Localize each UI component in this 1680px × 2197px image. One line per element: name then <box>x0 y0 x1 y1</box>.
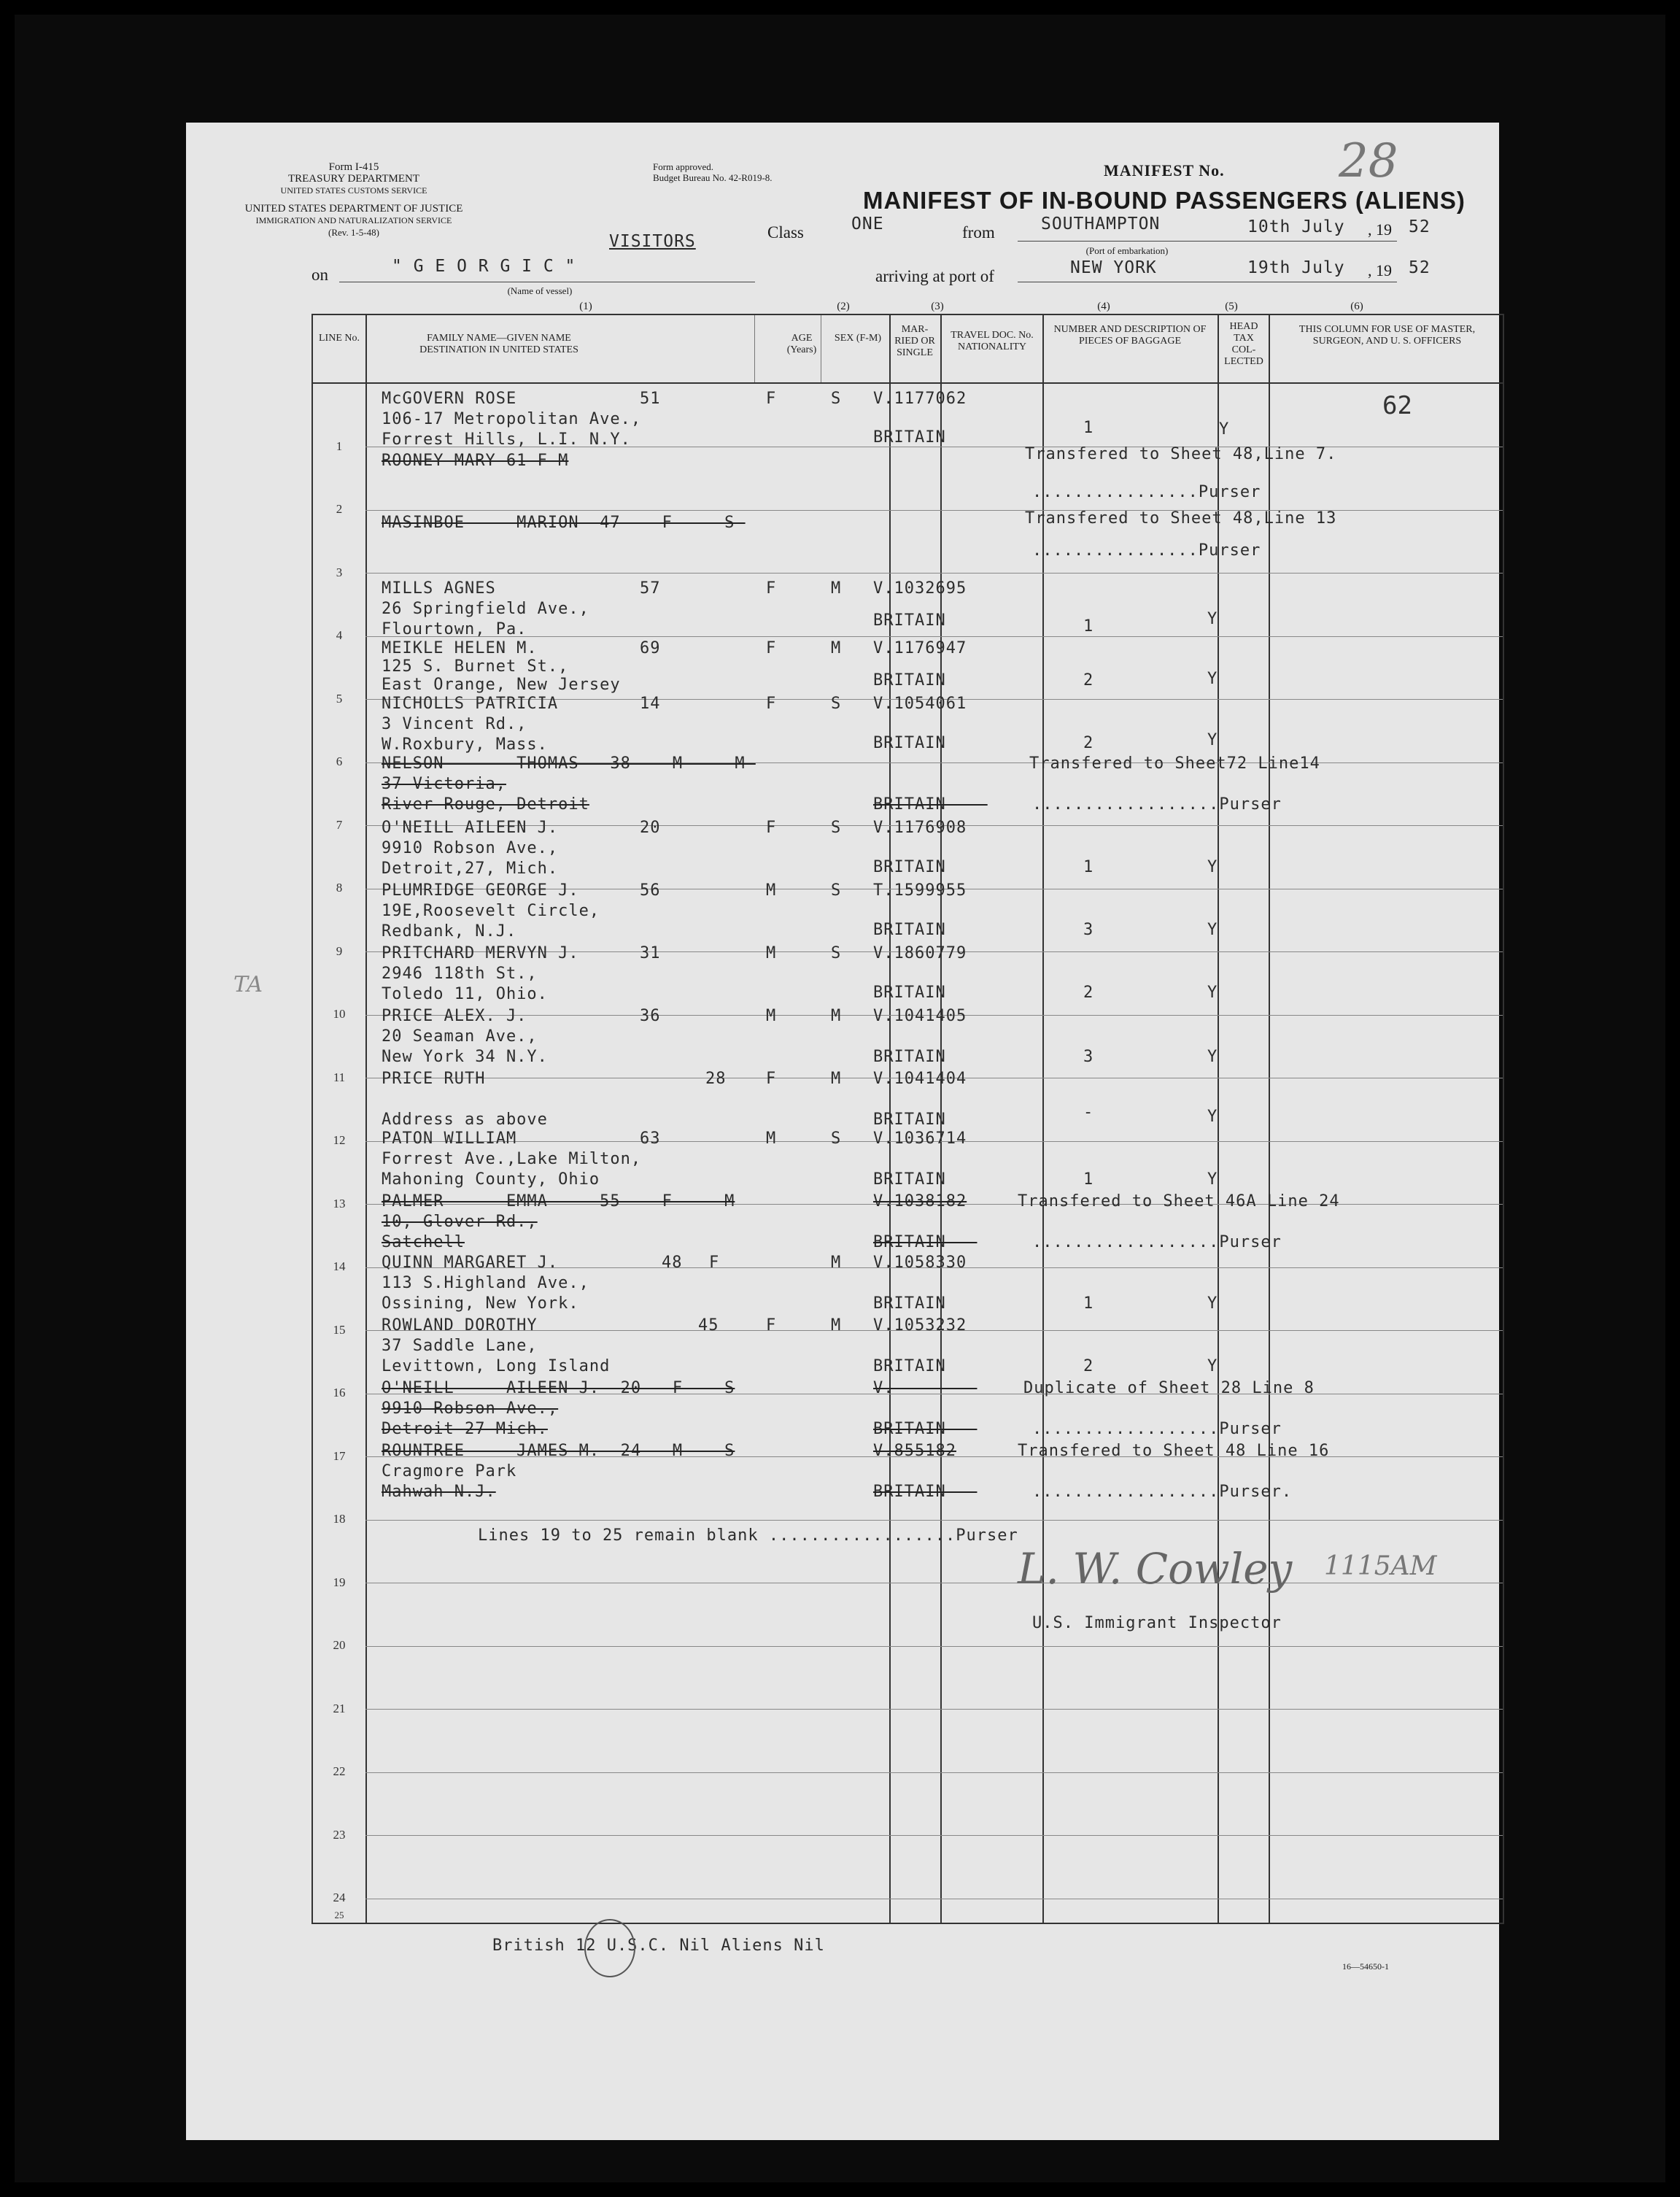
entry-age: 63 <box>640 1130 661 1148</box>
entry-name: MEIKLE HELEN M. <box>382 639 538 657</box>
entry-baggage: 1 <box>1083 1294 1094 1313</box>
entry-sex: F <box>766 1316 777 1335</box>
entry-city: Toledo 11, Ohio. <box>382 985 548 1003</box>
entry-name: NICHOLLS PATRICIA <box>382 695 559 713</box>
entry-marital: S <box>831 881 842 900</box>
entry-sex: M <box>766 881 777 900</box>
manifest-no-label: MANIFEST No. <box>1104 161 1225 179</box>
col-header-name: FAMILY NAME—GIVEN NAME DESTINATION IN UNITED STATES <box>419 333 578 355</box>
form-number: Form I-415 <box>328 161 379 173</box>
col-header-head-tax: HEAD TAX COL-LECTED <box>1224 321 1263 367</box>
entry-sex: F <box>766 1070 777 1088</box>
entry-nationality: BRITAIN <box>873 1294 946 1313</box>
entry-marital: M <box>831 579 842 598</box>
manifest-number: 28 <box>1339 134 1398 188</box>
entry-name: PRITCHARD MERVYN J. <box>382 944 579 962</box>
embark-year: 52 <box>1409 217 1431 236</box>
entry-sex: F <box>766 579 777 598</box>
entry-baggage: 2 <box>1083 1357 1094 1375</box>
entry-marital: S <box>831 695 842 713</box>
column-rule <box>365 315 367 1923</box>
entry-city: Levittown, Long Island <box>382 1357 611 1375</box>
entry-head-tax: Y <box>1207 731 1218 749</box>
entry-travel-doc: V.1053232 <box>873 1316 967 1335</box>
entry-head-tax: Y <box>1207 1294 1218 1313</box>
line-number: 3 <box>336 565 343 579</box>
customs-service: UNITED STATES CUSTOMS SERVICE <box>280 185 427 196</box>
vessel-name: " G E O R G I C " <box>392 257 576 276</box>
entry-nationality: BRITAIN <box>873 1170 946 1189</box>
entry-head-tax: Y <box>1207 984 1218 1002</box>
entry-age: 56 <box>640 881 661 900</box>
entry-nationality: BRITAIN <box>873 858 946 876</box>
purser-line: ..................Purser <box>1032 1420 1282 1438</box>
entry-travel-doc: V.1177062 <box>873 390 967 408</box>
entry-baggage: 1 <box>1083 419 1094 437</box>
manifest-sheet <box>186 123 1499 2140</box>
entry-address: 9910 Robson Ave., <box>382 839 559 857</box>
entry-marital: M <box>831 1007 842 1025</box>
struck-entry: BRITAIN--- <box>873 1233 978 1251</box>
struck-entry: PALMER------EMMA-----55----F-----M <box>382 1192 735 1211</box>
entry-age: 36 <box>640 1007 661 1025</box>
entry-baggage: 3 <box>1083 921 1094 939</box>
time-stamp: 1115AM <box>1324 1551 1437 1581</box>
circled-count <box>584 1919 635 1977</box>
purser-line: ..................Purser <box>1032 1233 1282 1251</box>
arrival-year: 52 <box>1409 258 1431 277</box>
line-number: 2 <box>336 502 343 516</box>
line-number: 24 <box>333 1891 346 1904</box>
struck-entry: O'NEILL-----AILEEN J.--20---F----S <box>382 1379 735 1397</box>
entry-city: New York 34 N.Y. <box>382 1048 548 1066</box>
margin-mark: TA <box>233 972 263 997</box>
column-number: (5) <box>1225 301 1238 312</box>
struck-entry: MASINBOE-----MARION--47----F-----S- <box>382 514 746 532</box>
arrival-port: NEW YORK <box>1070 258 1157 277</box>
entry-city: W.Roxbury, Mass. <box>382 735 548 754</box>
entry-marital: S <box>831 390 842 408</box>
entry-marital: S <box>831 1130 842 1148</box>
entry-travel-doc: V.1041404 <box>873 1070 967 1088</box>
entry-head-tax: Y <box>1207 1048 1218 1066</box>
on-label: on <box>311 266 328 284</box>
column-number: (6) <box>1350 301 1363 312</box>
col-header-travel-doc: TRAVEL DOC. No. NATIONALITY <box>951 330 1034 352</box>
entry-head-tax: Y <box>1207 921 1218 939</box>
entry-head-tax: Y <box>1207 1170 1218 1189</box>
form-print-code: 16—54650-1 <box>1342 1961 1389 1972</box>
line-number: 15 <box>333 1323 346 1337</box>
col-header-officers: THIS COLUMN FOR USE OF MASTER, SURGEON, AND U. S. OFFICERS <box>1298 324 1476 347</box>
struck-entry: 10, Glover Rd., <box>382 1213 538 1231</box>
embark-date: 10th July <box>1247 217 1345 236</box>
year-prefix: , 19 <box>1368 261 1392 279</box>
struck-entry: ROUNTREE-----JAMES M.--24---M----S <box>382 1442 735 1460</box>
entry-marital: M <box>831 639 842 657</box>
entry-travel-doc: V.1176908 <box>873 819 967 837</box>
line-number: 4 <box>336 628 343 642</box>
entry-age: 51 <box>640 390 661 408</box>
entry-name: MILLS AGNES <box>382 579 496 598</box>
struck-entry: BRITAIN--- <box>873 1483 978 1501</box>
entry-address: 125 S. Burnet St., <box>382 657 569 676</box>
entry-nationality: BRITAIN <box>873 1111 946 1129</box>
entry-nationality: BRITAIN <box>873 671 946 690</box>
form-title: MANIFEST OF IN-BOUND PASSENGERS (ALIENS) <box>863 187 1466 214</box>
line-number: 14 <box>333 1259 346 1273</box>
blank-lines-note: Lines 19 to 25 remain blank ..................Purser <box>478 1526 1018 1545</box>
entry-marital: M <box>831 1070 842 1088</box>
entry-nationality: BRITAIN <box>873 1048 946 1066</box>
purser-line: ................Purser <box>1032 541 1261 560</box>
entry-address: 19E,Roosevelt Circle, <box>382 902 600 920</box>
entry-sex: M <box>766 1007 777 1025</box>
entry-head-tax: Y <box>1207 670 1218 688</box>
transfer-note: Transfered to Sheet 48 Line 16 <box>1018 1442 1330 1460</box>
entry-city: Detroit,27, Mich. <box>382 860 559 878</box>
form-approved: Form approved. <box>653 161 714 172</box>
entry-age: 48 <box>662 1254 683 1272</box>
line-number: 7 <box>336 818 343 832</box>
entry-marital: S <box>831 819 842 837</box>
entry-travel-doc: T.1599955 <box>873 881 967 900</box>
entry-baggage: 2 <box>1083 734 1094 752</box>
line-number: 21 <box>333 1702 346 1715</box>
line-number: 16 <box>333 1386 346 1399</box>
entry-age: 57 <box>640 579 661 598</box>
entry-marital: M <box>831 1316 842 1335</box>
struck-entry: NELSON-------THOMAS---38----M-----M- <box>382 754 756 773</box>
entry-nationality: BRITAIN <box>873 921 946 939</box>
purser-line: ................Purser <box>1032 483 1261 501</box>
column-number: (3) <box>931 301 944 312</box>
entry-baggage: 1 <box>1083 1170 1094 1189</box>
entry-sex: M <box>766 944 777 962</box>
entry-nationality: BRITAIN <box>873 984 946 1002</box>
entry-name: McGOVERN ROSE <box>382 390 517 408</box>
struck-entry: 37 Victoria, <box>382 775 506 793</box>
entry-address: 26 Springfield Ave., <box>382 600 589 618</box>
entry-baggage: 1 <box>1083 617 1094 636</box>
line-number: 5 <box>336 692 343 706</box>
entry-age: 14 <box>640 695 661 713</box>
line-number: 1 <box>336 439 343 453</box>
entry-city: East Orange, New Jersey <box>382 676 621 694</box>
line-number: 20 <box>333 1638 346 1652</box>
entry-address: 113 S.Highland Ave., <box>382 1274 589 1292</box>
entry-name: PRICE ALEX. J. <box>382 1007 527 1025</box>
struck-entry: 9910 Robson Ave., <box>382 1399 559 1418</box>
entry-sex: M <box>766 1130 777 1148</box>
duplicate-note: Duplicate of Sheet 28 Line 8 <box>1023 1379 1315 1397</box>
entry-address: 20 Seaman Ave., <box>382 1027 538 1046</box>
embark-caption: (Port of embarkation) <box>1085 245 1169 256</box>
purser-line: ..................Purser. <box>1032 1483 1293 1501</box>
entry-nationality: BRITAIN <box>873 611 946 630</box>
visitors-stamp: VISITORS <box>609 232 696 251</box>
struck-entry: River Rouge, Detroit <box>382 795 589 814</box>
revision: (Rev. 1-5-48) <box>328 227 379 238</box>
entry-sex: F <box>709 1254 720 1272</box>
line-number: 8 <box>336 881 343 895</box>
line-number: 25 <box>334 1910 344 1920</box>
inspector-label: U.S. Immigrant Inspector <box>1032 1614 1282 1632</box>
arriving-label: arriving at port of <box>875 267 994 285</box>
header-rule <box>313 382 1503 384</box>
line-number: 13 <box>333 1197 346 1211</box>
transfer-note: Transfered to Sheet 48,Line 13 <box>1025 509 1337 528</box>
entry-age: 20 <box>640 819 661 837</box>
entry-sex: F <box>766 390 777 408</box>
class-value: ONE <box>851 215 884 233</box>
entry-travel-doc: V.1036714 <box>873 1130 967 1148</box>
transfer-note: Transfered to Sheet 48,Line 7. <box>1025 445 1337 463</box>
col-header-married: MAR-RIED OR SINGLE <box>894 324 935 358</box>
col-header-line: LINE No. <box>319 333 360 344</box>
entry-nationality: BRITAIN <box>873 734 946 752</box>
line-number: 23 <box>333 1828 346 1842</box>
entry-address: 37 Saddle Lane, <box>382 1337 538 1355</box>
entry-travel-doc: V.1032695 <box>873 579 967 598</box>
purser-line: ..................Purser <box>1032 795 1282 814</box>
treasury-dept: TREASURY DEPARTMENT <box>287 173 420 185</box>
struck-entry: Cragmore Park <box>382 1462 517 1480</box>
entry-city: Forrest Hills, L.I. N.Y. <box>382 430 631 449</box>
entry-name: PRICE RUTH <box>382 1070 486 1088</box>
entry-sex: F <box>766 639 777 657</box>
entry-sex: F <box>766 819 777 837</box>
entry-age: 69 <box>640 639 661 657</box>
entry-baggage: - <box>1083 1103 1094 1121</box>
entry-address-note: Address as above <box>382 1111 548 1129</box>
entry-head-tax: Y <box>1219 420 1230 439</box>
column-number: (1) <box>579 301 592 312</box>
entry-baggage: 3 <box>1083 1048 1094 1066</box>
entry-marital: M <box>831 1254 842 1272</box>
line-number: 18 <box>333 1512 346 1526</box>
line-number: 10 <box>333 1007 346 1021</box>
entry-baggage: 1 <box>1083 858 1094 876</box>
column-number: (4) <box>1097 301 1110 312</box>
inspector-signature: L. W. Cowley <box>1018 1544 1293 1594</box>
justice-dept: UNITED STATES DEPARTMENT OF JUSTICE <box>244 203 463 215</box>
struck-entry: V.-------- <box>873 1379 978 1397</box>
entry-name: O'NEILL AILEEN J. <box>382 819 559 837</box>
embark-port: SOUTHAMPTON <box>1041 215 1161 233</box>
column-number: (2) <box>837 301 850 312</box>
transfer-note: Transfered to Sheet72 Line14 <box>1029 754 1320 773</box>
entry-head-tax: Y <box>1207 1357 1218 1375</box>
entry-travel-doc: V.1054061 <box>873 695 967 713</box>
struck-entry: BRITAIN---- <box>873 795 988 814</box>
entry-sex: F <box>766 695 777 713</box>
entry-marital: S <box>831 944 842 962</box>
line-number: 17 <box>333 1449 346 1463</box>
col-header-baggage: NUMBER AND DESCRIPTION OF PIECES OF BAGGAGE <box>1053 324 1207 347</box>
entry-city: Mahoning County, Ohio <box>382 1170 600 1189</box>
entry-address: 3 Vincent Rd., <box>382 715 527 733</box>
budget-bureau: Budget Bureau No. 42-R019-8. <box>653 172 773 183</box>
entry-head-tax: Y <box>1207 1108 1218 1126</box>
struck-entry: Satchell <box>382 1233 465 1251</box>
entry-age: 28 <box>705 1070 727 1088</box>
entry-travel-doc: V.1176947 <box>873 639 967 657</box>
column-rule <box>754 315 755 384</box>
line-number: 6 <box>336 754 343 768</box>
rule <box>1018 241 1397 242</box>
struck-entry: V.855182 <box>873 1442 956 1460</box>
line-number: 9 <box>336 944 343 958</box>
arrival-date: 19th July <box>1247 258 1345 277</box>
class-label: Class <box>767 223 804 242</box>
entry-baggage: 2 <box>1083 984 1094 1002</box>
entry-address: 106-17 Metropolitan Ave., <box>382 410 642 428</box>
entry-head-tax: Y <box>1207 610 1218 628</box>
entry-name: QUINN MARGARET J. <box>382 1254 559 1272</box>
entry-address: 2946 118th St., <box>382 965 538 983</box>
entry-name: PLUMRIDGE GEORGE J. <box>382 881 579 900</box>
transfer-note: Transfered to Sheet 46A Line 24 <box>1018 1192 1340 1211</box>
officer-mark: 62 <box>1382 391 1412 420</box>
entry-travel-doc: V.1041405 <box>873 1007 967 1025</box>
line-number: 12 <box>333 1133 346 1147</box>
entry-age: 45 <box>698 1316 719 1335</box>
entry-city: Ossining, New York. <box>382 1294 579 1313</box>
column-rule <box>1269 315 1270 1923</box>
entry-city: Flourtown, Pa. <box>382 620 527 638</box>
entry-address: Forrest Ave.,Lake Milton, <box>382 1150 642 1168</box>
struck-entry: V.1038182 <box>873 1192 967 1211</box>
entry-name: PATON WILLIAM <box>382 1130 517 1148</box>
entry-baggage: 2 <box>1083 671 1094 690</box>
struck-entry: ROONEY MARY 61 F M <box>382 452 569 470</box>
entry-nationality: BRITAIN <box>873 1357 946 1375</box>
entry-travel-doc: V.1860779 <box>873 944 967 962</box>
vessel-caption: (Name of vessel) <box>507 285 573 296</box>
col-header-age: AGE (Years) <box>786 333 817 355</box>
struck-entry: BRITAIN--- <box>873 1420 978 1438</box>
entry-travel-doc: V.1058330 <box>873 1254 967 1272</box>
nationality-summary: British 12 U.S.C. Nil Aliens Nil <box>492 1937 825 1955</box>
struck-entry: Mahwah N.J. <box>382 1483 496 1501</box>
struck-entry: Detroit 27 Mich. <box>382 1420 548 1438</box>
entry-name: ROWLAND DOROTHY <box>382 1316 538 1335</box>
line-number: 11 <box>333 1070 346 1084</box>
line-number: 19 <box>333 1575 346 1589</box>
ins-service: IMMIGRATION AND NATURALIZATION SERVICE <box>255 215 452 225</box>
entry-nationality: BRITAIN <box>873 428 946 447</box>
year-prefix: , 19 <box>1368 220 1392 239</box>
entry-head-tax: Y <box>1207 858 1218 876</box>
line-number: 22 <box>333 1764 346 1778</box>
col-header-sex: SEX (F-M) <box>834 333 882 344</box>
entry-city: Redbank, N.J. <box>382 922 517 941</box>
from-label: from <box>962 223 995 242</box>
entry-age: 31 <box>640 944 661 962</box>
